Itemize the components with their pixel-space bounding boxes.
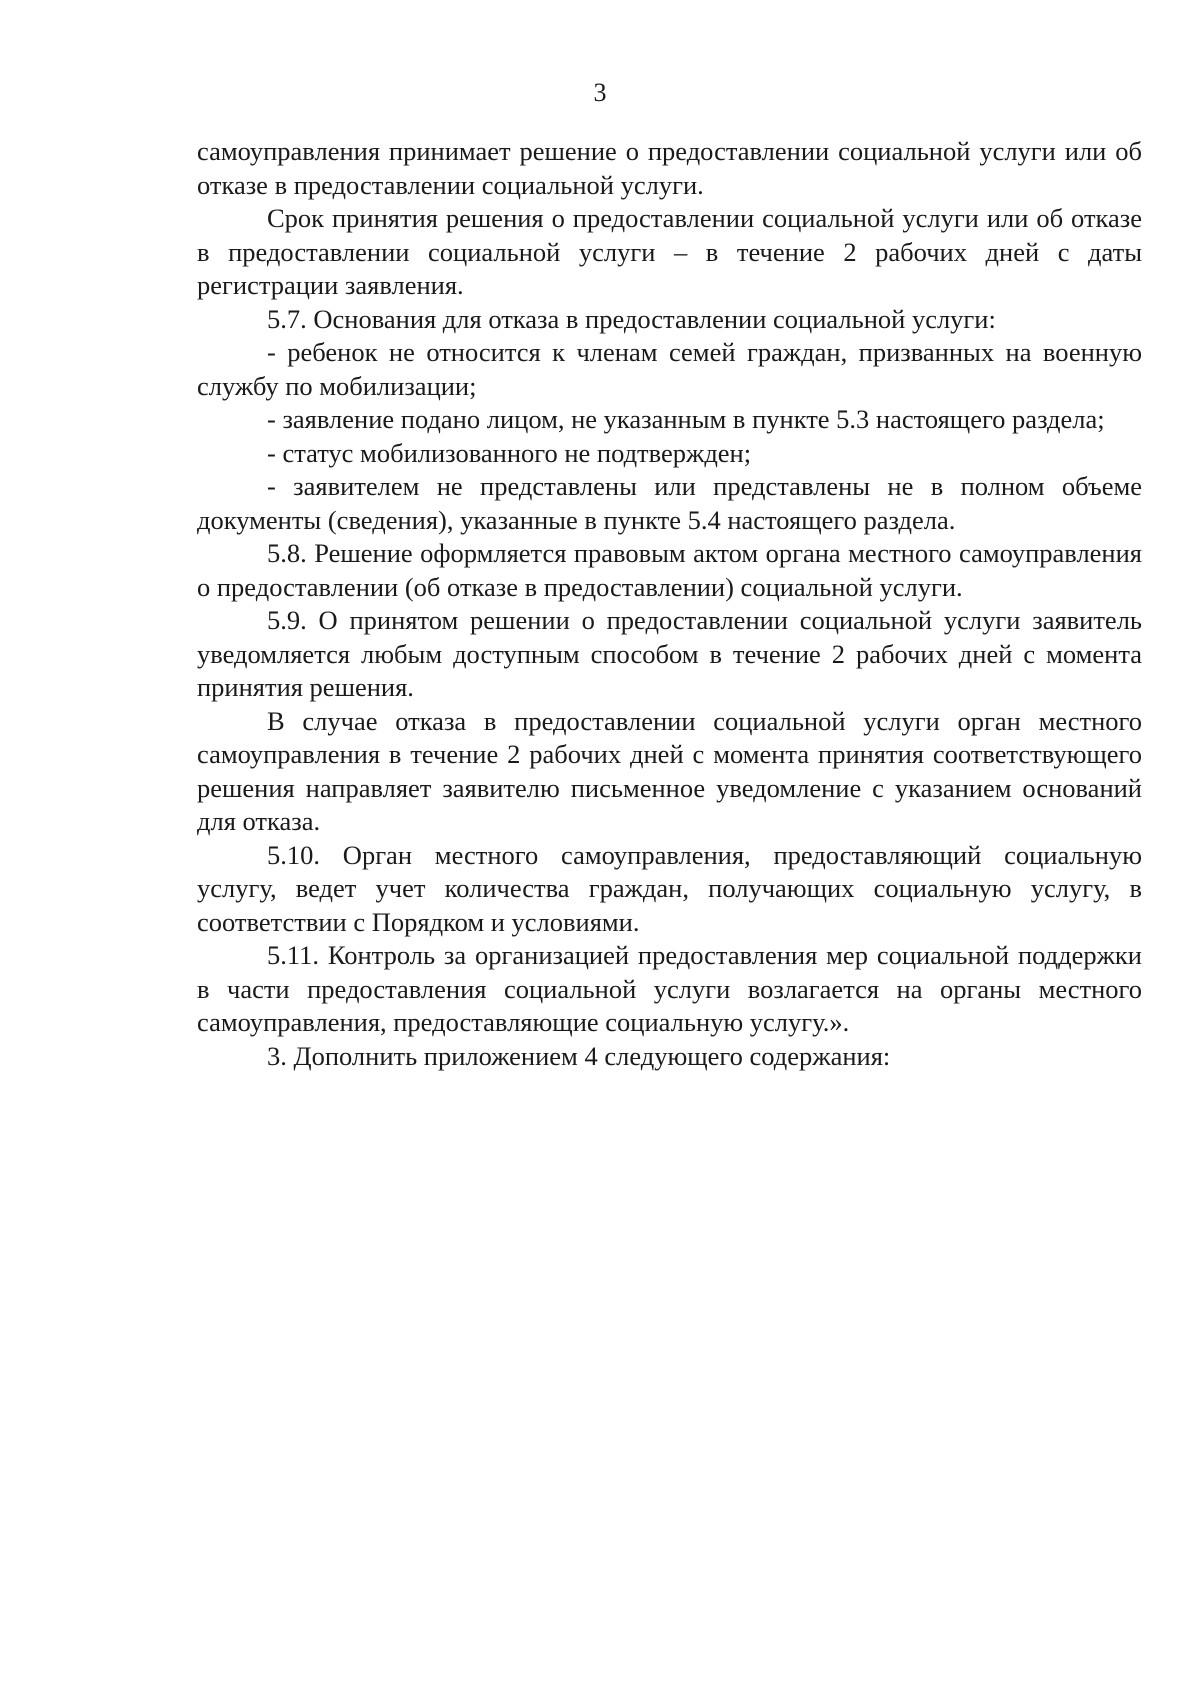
paragraph-5-8: 5.8. Решение оформляется правовым актом органа местного самоуправления о предоставлении (об отказе в предоставлении) социальной услуги. [197, 538, 1142, 602]
paragraph-5-11: 5.11. Контроль за организацией предоставления мер социальной поддержки в части предоставления социальной услуги возлагается на органы местного самоуправления, предоставляющие социальную услугу.». [197, 940, 1142, 1037]
paragraph-continuation: самоуправления принимает решение о предоставлении социальной услуги или об отказе в предоставлении социальной услуги. [197, 136, 1142, 200]
list-item-refusal-1: - ребенок не относится к членам семей граждан, призванных на военную службу по мобилизации; [197, 337, 1142, 401]
paragraph-refusal-notice: В случае отказа в предоставлении социальной услуги орган местного самоуправления в течение 2 рабочих дней с момента принятия соответствующего решения направляет заявителю письменное уведомление с указанием оснований для отказа. [197, 705, 1142, 836]
paragraph-5-9: 5.9. О принятом решении о предоставлении социальной услуги заявитель уведомляется любым доступным способом в течение 2 рабочих дней с момента принятия решения. [197, 605, 1142, 702]
list-item-refusal-2: - заявление подано лицом, не указанным в пункте 5.3 настоящего раздела; [267, 404, 1105, 434]
page-number: 3 [593, 78, 607, 107]
paragraph-appendix-4: 3. Дополнить приложением 4 следующего содержания: [267, 1040, 891, 1071]
list-item-refusal-3: - статус мобилизованного не подтвержден; [267, 437, 752, 468]
document-body [197, 135, 1142, 1073]
paragraph-5-10: 5.10. Орган местного самоуправления, предоставляющий социальную услугу, ведет учет количества граждан, получающих социальную услугу, в соответствии с Порядком и условиями. [197, 839, 1142, 937]
list-item-refusal-4: - заявителем не представлены или представлены не в полном объеме документы (сведения), указанные в пункте 5.4 настоящего раздела. [197, 471, 1142, 535]
paragraph-decision-deadline: Срок принятия решения о предоставлении социальной услуги или об отказе в предоставлении социальной услуги – в течение 2 рабочих дней с даты регистрации заявления. [197, 203, 1142, 300]
paragraph-5-7: 5.7. Основания для отказа в предоставлении социальной услуги: [267, 303, 996, 334]
